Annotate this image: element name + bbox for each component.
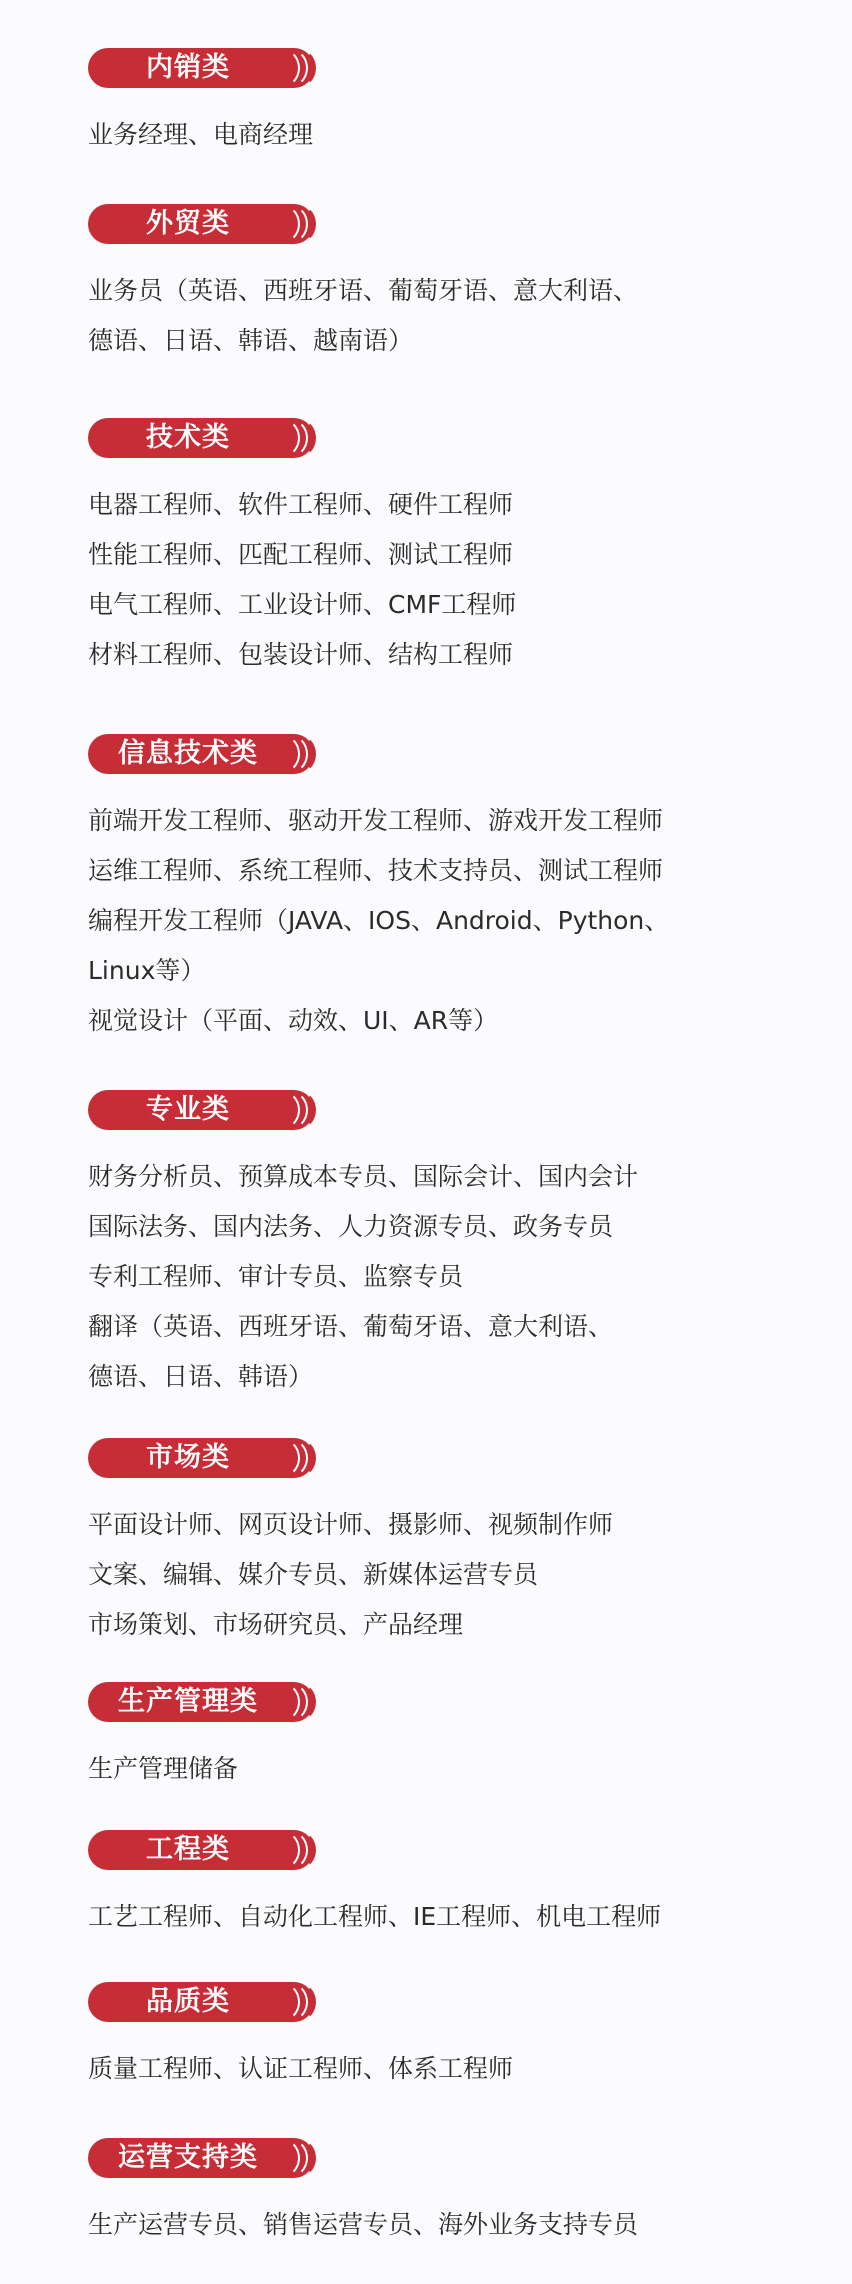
position-line: 生产运营专员、销售运营专员、海外业务支持专员 <box>88 2210 639 2239</box>
position-line: 质量工程师、认证工程师、体系工程师 <box>88 2054 514 2083</box>
section-title: 内销类 <box>146 52 230 83</box>
section-engineering <box>88 1830 661 1942</box>
section-badge <box>88 2138 314 2178</box>
position-list <box>88 110 314 160</box>
chevron-arc-icon <box>278 1438 316 1478</box>
section-title: 品质类 <box>146 1986 230 2017</box>
position-line: 视觉设计（平面、动效、UI、AR等） <box>88 1006 499 1035</box>
position-line: 平面设计师、网页设计师、摄影师、视频制作师 <box>88 1510 614 1539</box>
section-badge <box>88 1682 314 1722</box>
position-line: 生产管理储备 <box>88 1754 239 1783</box>
position-line: 德语、日语、韩语、越南语） <box>88 326 414 355</box>
section-information-technology <box>88 734 669 1046</box>
section-quality <box>88 1982 513 2094</box>
section-title: 外贸类 <box>146 208 230 239</box>
section-title: 运营支持类 <box>118 2142 258 2173</box>
section-title: 工程类 <box>146 1834 230 1865</box>
position-list <box>88 1892 661 1942</box>
section-professional <box>88 1090 638 1402</box>
position-line: 材料工程师、包装设计师、结构工程师 <box>88 640 514 669</box>
position-line: 电器工程师、软件工程师、硬件工程师 <box>88 490 514 519</box>
section-title: 专业类 <box>146 1094 230 1125</box>
section-badge <box>88 1438 314 1478</box>
section-badge <box>88 1830 314 1870</box>
section-marketing <box>88 1438 613 1650</box>
chevron-arc-icon <box>278 204 316 244</box>
position-line: 性能工程师、匹配工程师、测试工程师 <box>88 540 514 569</box>
position-line: 财务分析员、预算成本专员、国际会计、国内会计 <box>88 1162 639 1191</box>
section-badge <box>88 1090 314 1130</box>
chevron-arc-icon <box>278 1682 316 1722</box>
section-domestic-sales <box>88 48 314 160</box>
position-line: 市场策划、市场研究员、产品经理 <box>88 1610 464 1639</box>
section-badge <box>88 1982 314 2022</box>
position-list <box>88 796 669 1046</box>
section-title: 市场类 <box>146 1442 230 1473</box>
position-list <box>88 480 516 680</box>
position-line: 电气工程师、工业设计师、CMF工程师 <box>88 590 517 619</box>
position-line: 德语、日语、韩语） <box>88 1362 314 1391</box>
chevron-arc-icon <box>278 1830 316 1870</box>
position-line: 运维工程师、系统工程师、技术支持员、测试工程师 <box>88 856 664 885</box>
section-title: 信息技术类 <box>118 738 258 769</box>
position-line: 业务经理、电商经理 <box>88 120 314 149</box>
position-list <box>88 266 638 366</box>
position-list <box>88 1744 314 1794</box>
position-list <box>88 2200 638 2250</box>
chevron-arc-icon <box>278 2138 316 2178</box>
section-badge <box>88 48 314 88</box>
chevron-arc-icon <box>278 1090 316 1130</box>
section-badge <box>88 734 314 774</box>
position-line: 文案、编辑、媒介专员、新媒体运营专员 <box>88 1560 539 1589</box>
section-foreign-trade <box>88 204 638 366</box>
section-title: 技术类 <box>146 422 230 453</box>
position-list <box>88 1500 613 1650</box>
chevron-arc-icon <box>278 48 316 88</box>
position-line: 专利工程师、审计专员、监察专员 <box>88 1262 464 1291</box>
position-line: 编程开发工程师（JAVA、IOS、Android、Python、 <box>88 906 670 935</box>
position-line: 业务员（英语、西班牙语、葡萄牙语、意大利语、 <box>88 276 639 305</box>
position-line: 国际法务、国内法务、人力资源专员、政务专员 <box>88 1212 614 1241</box>
chevron-arc-icon <box>278 734 316 774</box>
section-title: 生产管理类 <box>118 1686 258 1717</box>
chevron-arc-icon <box>278 418 316 458</box>
position-line: 工艺工程师、自动化工程师、IE工程师、机电工程师 <box>88 1902 662 1931</box>
position-list <box>88 2044 513 2094</box>
section-badge <box>88 204 314 244</box>
section-operations-support <box>88 2138 638 2250</box>
chevron-arc-icon <box>278 1982 316 2022</box>
position-line: Linux等） <box>88 956 206 985</box>
section-badge <box>88 418 314 458</box>
position-list <box>88 1152 638 1402</box>
position-line: 翻译（英语、西班牙语、葡萄牙语、意大利语、 <box>88 1312 614 1341</box>
section-production-management <box>88 1682 314 1794</box>
position-line: 前端开发工程师、驱动开发工程师、游戏开发工程师 <box>88 806 664 835</box>
section-technical <box>88 418 516 680</box>
